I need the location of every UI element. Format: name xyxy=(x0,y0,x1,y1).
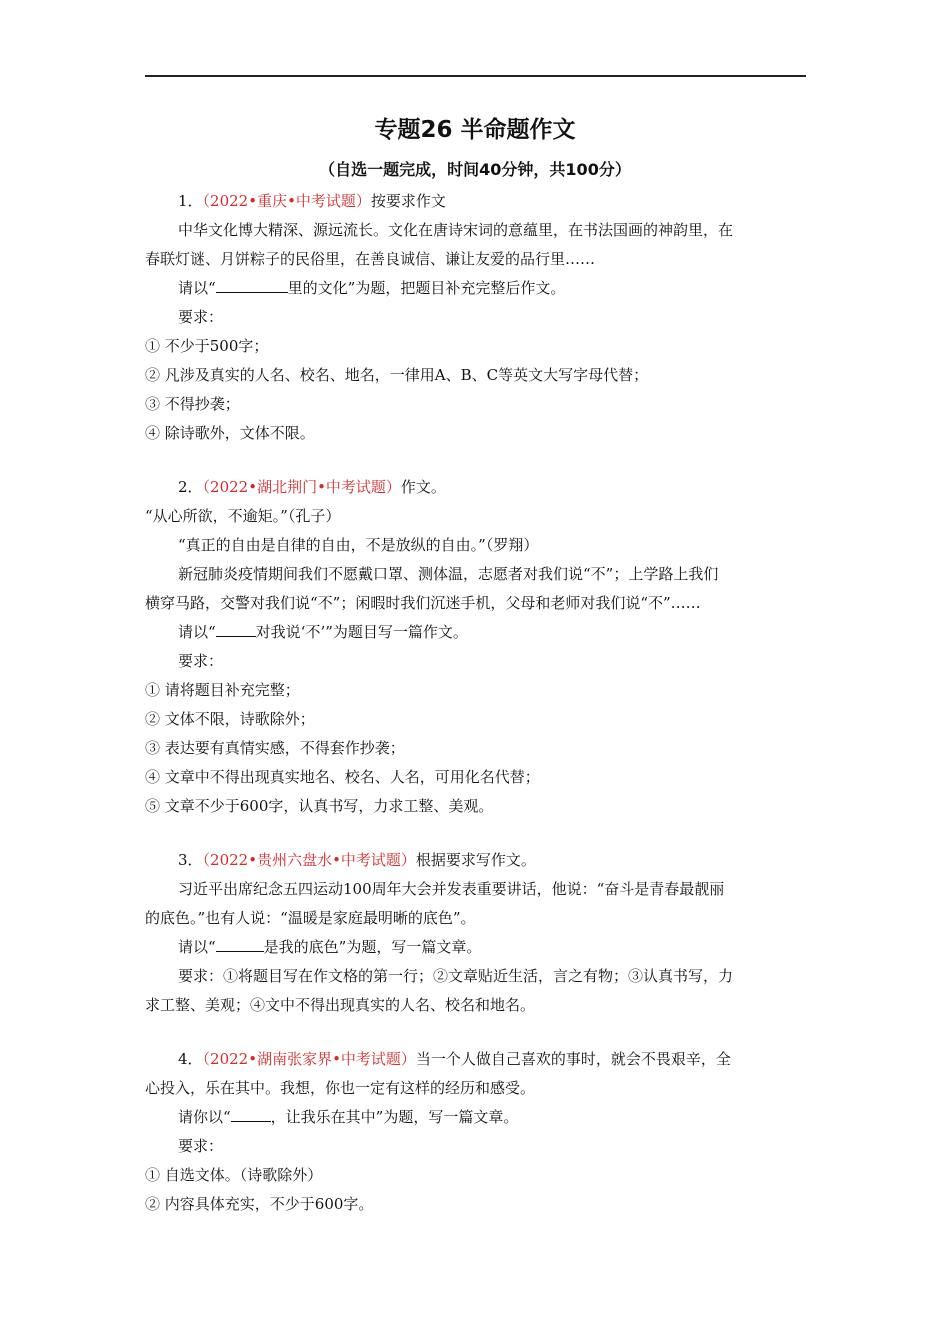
question-2 xyxy=(145,473,806,821)
prompt-line xyxy=(145,618,806,647)
question-1 xyxy=(145,187,806,448)
prompt-after: 对我说‘不’”为题目写一篇作文。 xyxy=(255,623,468,641)
prompt-line xyxy=(145,1103,806,1132)
requirement-item: ③ 表达要有真情实感，不得套作抄袭； xyxy=(145,739,405,757)
question-instruction: 作文。 xyxy=(400,478,446,496)
body-line: 中华文化博大精深、源远流长。文化在唐诗宋词的意蕴里，在书法国画的神韵里，在 xyxy=(178,221,734,239)
question-header xyxy=(145,1045,806,1074)
prompt-before: 请以“ xyxy=(178,279,216,297)
prompt-after: 里的文化”为题，把题目补充完整后作文。 xyxy=(287,279,566,297)
prompt-before: 请以“ xyxy=(178,623,216,641)
requirements-line: 要求：①将题目写在作文格的第一行；②文章贴近生活，言之有物；③认真书写，力 xyxy=(178,967,734,985)
prompt-before: 请你以“ xyxy=(178,1108,231,1126)
requirement-item: ③ 不得抄袭； xyxy=(145,395,240,413)
page-subtitle: （自选一题完成，时间40分钟，共100分） xyxy=(319,160,631,179)
requirement-item: ① 自选文体。（诗歌除外） xyxy=(145,1166,323,1184)
requirement-item: ⑤ 文章不少于600字，认真书写，力求工整、美观。 xyxy=(145,797,494,815)
requirement-item: ① 请将题目补充完整； xyxy=(145,681,300,699)
body-line: 心投入，乐在其中。我想，你也一定有这样的经历和感受。 xyxy=(145,1079,536,1097)
prompt-after: ，让我乐在其中”为题，写一篇文章。 xyxy=(270,1108,519,1126)
question-number: 3． xyxy=(178,851,203,869)
question-number: 4． xyxy=(178,1050,203,1068)
title-blank xyxy=(216,934,264,952)
body-line: 春联灯谜、月饼粽子的民俗里，在善良诚信、谦让友爱的品行里…… xyxy=(145,250,596,268)
question-header xyxy=(145,846,806,875)
quote-line: “从心所欲，不逾矩。”（孔子） xyxy=(145,507,341,525)
page-title: 专题26 半命题作文 xyxy=(374,117,576,143)
section-gap xyxy=(145,1020,806,1045)
quote-line: “真正的自由是自律的自由，不是放纵的自由。”（罗翔） xyxy=(178,536,539,554)
body-line: 横穿马路，交警对我们说“不”；闲暇时我们沉迷手机，父母和老师对我们说“不”…… xyxy=(145,594,701,612)
question-instruction: 根据要求写作文。 xyxy=(415,851,536,869)
question-header xyxy=(145,473,806,502)
title-blank xyxy=(216,619,256,637)
prompt-after: 是我的底色”为题，写一篇文章。 xyxy=(263,938,482,956)
requirement-item: ④ 文章中不得出现真实地名、校名、人名，可用化名代替； xyxy=(145,768,540,786)
section-gap xyxy=(145,821,806,846)
requirement-item: ④ 除诗歌外，文体不限。 xyxy=(145,424,315,442)
question-4 xyxy=(145,1045,806,1219)
question-instruction: 当一个人做自己喜欢的事时，就会不畏艰辛，全 xyxy=(415,1050,731,1068)
question-instruction: 按要求作文 xyxy=(370,192,446,210)
body-line: 习近平出席纪念五四运动100周年大会并发表重要讲话，他说：“奋斗是青春最靓丽 xyxy=(178,880,725,898)
title-blank xyxy=(216,275,288,293)
section-gap xyxy=(145,448,806,473)
body-line: 新冠肺炎疫情期间我们不愿戴口罩、测体温，志愿者对我们说“不”；上学路上我们 xyxy=(178,565,719,583)
requirements-line: 求工整、美观；④文中不得出现真实的人名、校名和地名。 xyxy=(145,996,536,1014)
prompt-line xyxy=(145,274,806,303)
prompt-before: 请以“ xyxy=(178,938,216,956)
header-rule xyxy=(145,75,806,77)
questions-content xyxy=(145,187,806,1219)
requirements-label: 要求： xyxy=(178,308,224,326)
requirement-item: ② 内容具体充实，不少于600字。 xyxy=(145,1195,374,1213)
question-number: 1． xyxy=(178,192,203,210)
requirement-item: ② 文体不限，诗歌除外； xyxy=(145,710,315,728)
requirements-label: 要求： xyxy=(178,1137,224,1155)
requirement-item: ② 凡涉及真实的人名、校名、地名，一律用A、B、C等英文大写字母代替； xyxy=(145,366,649,384)
requirement-item: ① 不少于500字； xyxy=(145,337,269,355)
question-source: （2022•湖北荆门•中考试题） xyxy=(202,478,401,496)
question-header xyxy=(145,187,806,216)
title-blank xyxy=(231,1104,271,1122)
prompt-line xyxy=(145,933,806,962)
body-line: 的底色。”也有人说：“温暖是家庭最明晰的底色”。 xyxy=(145,909,476,927)
requirements-label: 要求： xyxy=(178,652,224,670)
question-source: （2022•贵州六盘水•中考试题） xyxy=(202,851,416,869)
question-number: 2． xyxy=(178,478,203,496)
question-source: （2022•重庆•中考试题） xyxy=(202,192,371,210)
question-3 xyxy=(145,846,806,1020)
question-source: （2022•湖南张家界•中考试题） xyxy=(202,1050,416,1068)
